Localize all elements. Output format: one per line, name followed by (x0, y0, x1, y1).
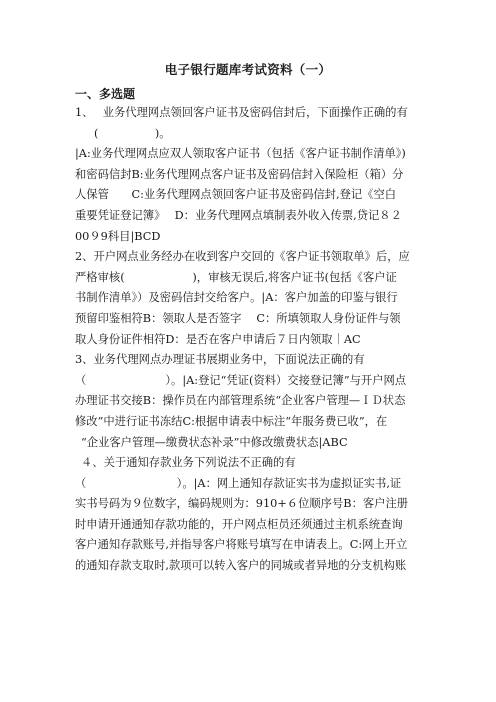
text-line: 取人身份证件相符D：是否在客户申请后７日内领取｜AC (75, 332, 361, 346)
text-line: 客户通知存款账号,并指导客户将账号填写在申请表上。C:网上开立 (75, 538, 408, 552)
text-line: 00９9科目|BCD (75, 229, 161, 243)
text-line: ( )。 (94, 126, 171, 140)
text-line: 和密码信封B:业务代理网点客户证书及密码信封入保险柜（箱）分 (75, 167, 404, 181)
text-line: 修改”中进行证书冻结C:根据申请表中标注“年服务费已收”，在 (75, 414, 388, 428)
text-line: 时申请开通通知存款功能的，开户网点柜员还须通过主机系统查询 (75, 517, 403, 531)
text-line: 重要凭证登记簿》 D：业务代理网点填制表外收入传票,贷记８２ (75, 208, 402, 222)
text-line: 书制作清单》）及密码信封交给客户。|A：客户加盖的印鉴与银行 (75, 291, 398, 305)
text-line: 1、 业务代理网点领回客户证书及密码信封后，下面操作正确的有 (75, 106, 408, 119)
section-heading: 一、多选题 (75, 87, 136, 101)
text-line: 人保管 C:业务代理网点领回客户证书及密码信封,登记《空白 (75, 188, 397, 202)
document-body (75, 103, 450, 577)
text-line: ４、关于通知存款业务下列说法不正确的有 (81, 456, 296, 470)
text-line: 实书号码为９位数字，编码规则为：910+６位顺序号B：客户注册 (75, 497, 409, 511)
text-line: |A:业务代理网点应双人领取客户证书（包括《客户证书制作清单》) (75, 147, 406, 161)
text-line: 2、开户网点业务经办在收到客户交回的《客户证书领取单》后，应 (75, 250, 410, 264)
text-line: 3、业务代理网点办理证书展期业务中，下面说法正确的有 (75, 353, 365, 367)
page-title: 电子银行题库考试资料（一） (164, 62, 332, 77)
text-line: 办理证书交接B：操作员在内部管理系统“企业客户管理—ＩＤ状态 (75, 394, 406, 408)
text-line: “企业客户管理—缴费状态补录”中修改缴费状态|ABC (81, 435, 348, 449)
text-line: 的通知存款支取时,款项可以转入客户的同城或者异地的分支机构账 (75, 559, 407, 573)
text-line: 预留印鉴相符B：领取人是否签字 C：所填领取人身份证件与领 (75, 311, 401, 325)
text-line: （ ）。|A:登记“凭证(资料）交接登记簿”与开户网点 (75, 373, 407, 387)
text-line: 严格审核( )，审核无误后,将客户证书(包括《客户证 (75, 270, 397, 284)
text-line: （ ）。|A：网上通知存款证实书为虚拟证实书,证 (75, 476, 402, 490)
